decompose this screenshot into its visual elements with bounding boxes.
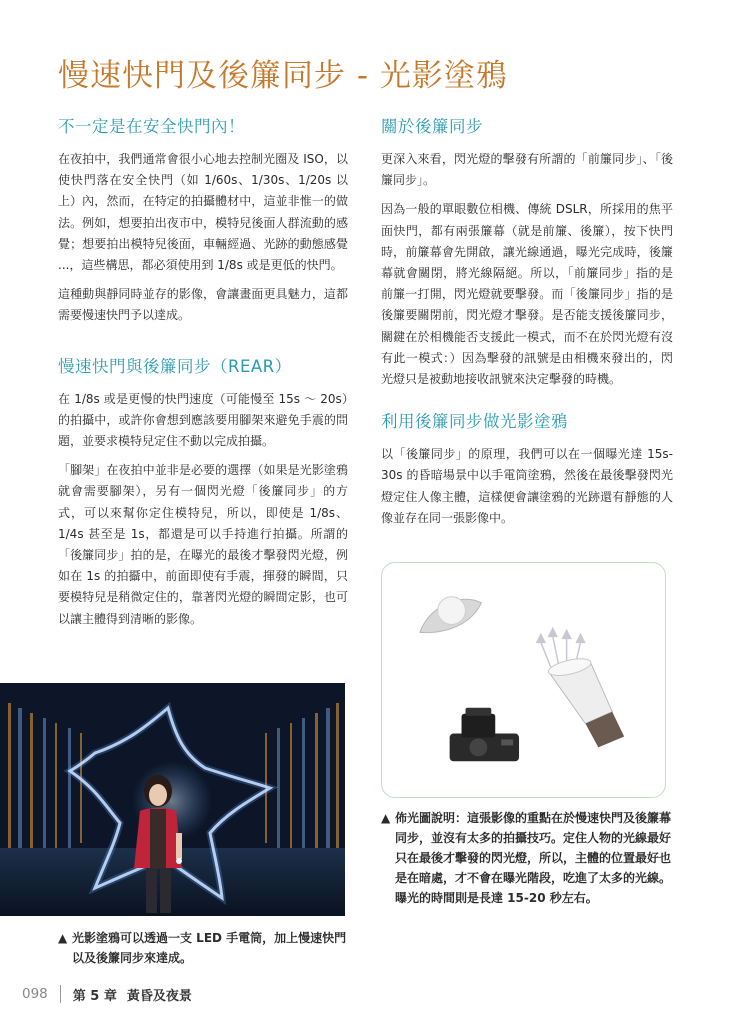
page-number: 098 <box>22 986 48 1002</box>
paragraph: 在夜拍中，我們通常會很小心地去控制光圈及 ISO，以使快門落在安全快門（如 1/60s、1/30s、1/20s 以上）內，然而，在特定的拍攝體材中，這並非惟一的做法。例如，想要拍出夜市中，模特兒後面人群流動的感覺；想要拍出模特兒後面，車輛經過、光跡的動態感覺 ...，這些構思，都必須使用到 1/8s 或是更低的快門。 <box>58 152 348 273</box>
diagram-caption-text: 佈光圖說明：這張影像的重點在於慢速快門及後簾幕同步，並沒有太多的拍攝技巧。定住人物的光線最好只在最後才擊發的閃光燈，所以，主體的位置最好也是在暗處，才不會在曝光階段，吃進了太多的光線。曝光的時間則是長達 15-20 秒左右。 <box>395 811 672 905</box>
triangle-icon: ▲ <box>381 811 391 825</box>
flash-icon <box>420 597 481 633</box>
left-column <box>58 115 348 638</box>
diagram-caption <box>381 808 673 908</box>
camera-icon <box>450 708 519 762</box>
section-heading-light-painting: 利用後簾同步做光影塗鴉 <box>381 412 568 432</box>
right-column <box>381 115 673 537</box>
chapter-title: 黃昏及夜景 <box>126 988 192 1004</box>
light-painting-photo <box>0 683 345 916</box>
section-heading-safe-shutter: 不一定是在安全快門內！ <box>58 117 245 136</box>
page-footer <box>22 984 192 1004</box>
section-heading-about-rear-sync: 關於後簾同步 <box>381 117 483 136</box>
photo-caption-text: 光影塗鴉可以透過一支 LED 手電筒，加上慢速快門以及後簾同步來達成。 <box>72 931 347 965</box>
paragraph: 以「後簾同步」的原理，我們可以在一個曝光達 15s-30s 的昏暗場景中以手電筒塗鴉，然後在最後擊發閃光燈定住人像主體，這樣便會讓塗鴉的光跡還有靜態的人像並存在同一張影像中。 <box>381 447 673 525</box>
paragraph: 更深入來看，閃光燈的擊發有所謂的「前簾同步」、「後簾同步」。 <box>381 152 673 188</box>
triangle-icon: ▲ <box>58 931 68 945</box>
paragraph: 這種動與靜同時並存的影像，會讓畫面更具魅力，這都需要慢速快門予以達成。 <box>58 287 348 323</box>
chapter-label: 第 5 章 <box>72 988 117 1004</box>
lighting-diagram <box>381 562 666 798</box>
footer-divider <box>60 985 61 1003</box>
page-title: 慢速快門及後簾同步 - 光影塗鴉 <box>58 58 508 94</box>
section-heading-rear-sync: 慢速快門與後簾同步（REAR） <box>58 356 292 376</box>
photo-caption <box>58 928 348 968</box>
paragraph: 在 1/8s 或是更慢的快門速度（可能慢至 15s ～ 20s）的拍攝中，或許你會想到應該要用腳架來避免手震的問題，並要求模特兒定住不動以完成拍攝。 <box>58 391 348 449</box>
flashlight-icon <box>547 655 624 747</box>
paragraph: 「腳架」在夜拍中並非是必要的選擇（如果是光影塗鴉就會需要腳架），另有一個閃光燈「後簾同步」的方式，可以來幫你定住模特兒，所以，即使是 1/8s、1/4s 甚至是 1s，都還是可以手持進行拍攝。所謂的「後簾同步」拍的是，在曝光的最後才擊發閃光燈，例如在 1s 的拍攝中，前面即使有手震，揮發的瞬間，只要模特兒是稍微定住的，靠著閃光燈的瞬間定影，也可以讓主體得到清晰的影像。 <box>58 463 348 626</box>
paragraph: 因為一般的單眼數位相機、傳統 DSLR，所採用的焦平面快門，都有兩張簾幕（就是前簾、後簾），按下快門時，前簾幕會先開啟，讓光線通過，曝光完成時，後簾幕就會關閉，將光線隔絕。所以，「前簾同步」指的是前簾一打開，閃光燈就要擊發。而「後簾同步」指的是後簾要關閉前，閃光燈才擊發。是否能支援後簾同步，關鍵在於相機能否支援此一模式，而不在於閃光燈有沒有此一模式：）因為擊發的訊號是由相機來發出的，閃光燈只是被動地接收訊號來決定擊發的時機。 <box>381 202 673 387</box>
